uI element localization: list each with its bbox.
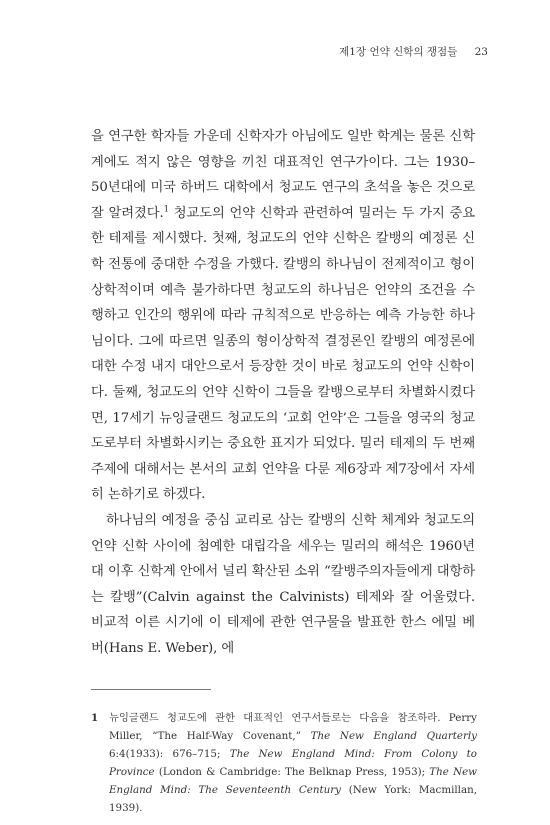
footnote-book1-title: The New England Mind: From Colony to Province — [109, 748, 477, 778]
paragraph-1-text-b: 청교도의 언약 신학과 관련하여 밀러는 두 가지 중요한 테제를 제시했다. 첫째, 청교도의 언약 신학은 칼뱅의 예정론 신학 전통에 중대한 수정을 가했다. 칼뱅의 하나님이 전제적이고 형이상학적이며 예측 불가하다면 청교도의 하나님은 언약의 조건을 수행하고 인간의 행위에 따라 규칙적으로 반응하는 예측 가능한 하나님이다. 그에 따르면 일종의 형이상학적 결정론인 칼뱅의 예정론에 대한 수정 내지 대안으로서 등장한 것이 바로 청교도의 언약 신학이다. 둘째, 청교도의 언약 신학이 그들을 칼뱅으로부터 차별화시켰다면, 17세기 뉴잉글랜드 청교도의 ‘교회 언약’은 그들을 영국의 청교도로부터 차별화시키는 중요한 표지가 되었다. 밀러 테제의 두 번째 주제에 대해서는 본서의 교회 언약을 다룬 제6장과 제7장에서 자세히 논하기로 하겠다. — [91, 205, 475, 503]
paragraph-1 — [91, 124, 475, 508]
paragraph-1-text-a: 을 연구한 학자들 가운데 신학자가 아님에도 일반 학계는 물론 신학계에도 적지 않은 영향을 끼친 대표적인 연구가이다. 그는 1930–50년대에 미국 하버드 대학에서 청교도 연구의 초석을 놓은 것으로 잘 알려졌다. — [91, 129, 475, 221]
footnote-number: 1 — [91, 712, 99, 724]
footnote-journal-ref: 6:4(1933): 676–715; — [109, 748, 230, 760]
body-text — [91, 124, 475, 661]
footnote-text — [109, 709, 477, 817]
paragraph-2: 하나님의 예정을 중심 교리로 삼는 칼뱅의 신학 체계와 청교도의 언약 신학 사이에 첨예한 대립각을 세우는 밀러의 해석은 1960년대 이후 신학계 안에서 널리 확산된 소위 “칼뱅주의자들에게 대항하는 칼뱅”(Calvin against the Calvinists) 테제와 잘 어울렸다. 비교적 이른 시기에 이 테제에 관한 연구물을 발표한 한스 에밀 베버(Hans E. Weber), 에 — [91, 512, 475, 656]
chapter-title: 제1장 언약 신학의 쟁점들 — [339, 46, 458, 58]
footnote-divider — [91, 689, 211, 690]
footnote-journal-title: The New England Quarterly — [310, 730, 478, 742]
footnote-reference[interactable]: 1 — [163, 204, 169, 215]
footnote-book2-title: The New England Mind: The Seventeenth Century — [109, 766, 477, 796]
footnote-book2-pub: (New York: Macmillan, 1939). — [109, 784, 478, 814]
page-number: 23 — [474, 46, 488, 58]
footnote-book1-pub: (London & Cambridge: The Belknap Press, 1953); — [154, 766, 430, 778]
footnote — [91, 709, 477, 817]
footnote-lead: 뉴잉글랜드 청교도에 관한 대표적인 연구서들로는 다음을 참조하라. Perry Miller, “The Half-Way Covenant,” — [109, 712, 477, 742]
running-head — [339, 44, 488, 59]
